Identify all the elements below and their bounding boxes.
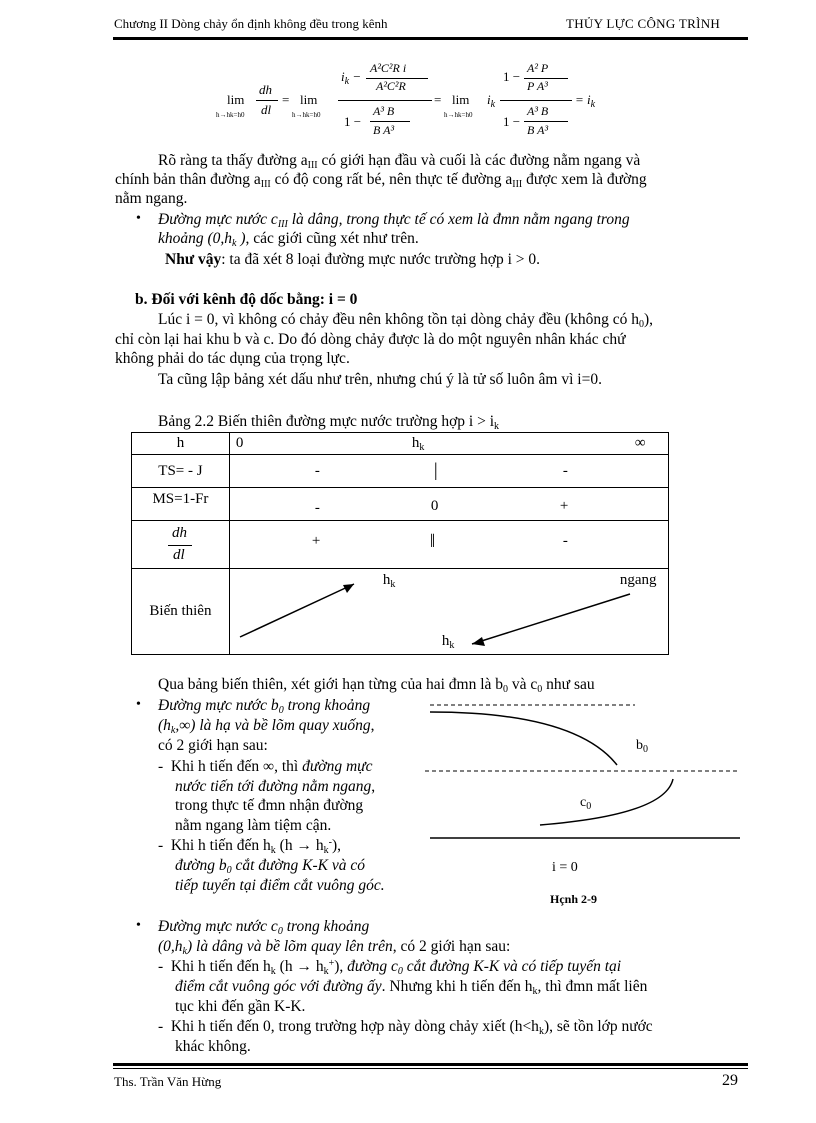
cell-h-zero: 0 xyxy=(235,435,244,451)
formula-lim: lim xyxy=(227,92,245,107)
formula-result: = $i_k$ xyxy=(575,92,596,110)
formula-equals-2: = xyxy=(434,92,442,107)
cell-ms-left: - xyxy=(314,500,320,516)
formula-main-frac-1 xyxy=(338,100,432,101)
variation-arrows xyxy=(230,569,670,655)
arrow-down-head xyxy=(472,637,485,646)
formula-lim-2: lim xyxy=(300,92,318,107)
formula-d1-den: B A³ xyxy=(373,123,395,137)
figure-label-c0: $c_0$ xyxy=(580,795,592,812)
after-table-line: Qua bảng biến thiên, xét giới hạn từng của hai đmn là $b_0$ và $c_0$ như sau xyxy=(158,676,595,695)
cell-dhdl-values xyxy=(229,521,668,569)
cell-dhdl-frac xyxy=(168,545,192,546)
cell-bt-hk-top: $h_k$ xyxy=(382,572,396,590)
c0-dash2-line2: khác không. xyxy=(175,1038,251,1055)
b0-curve xyxy=(430,712,617,765)
bullet-c3-line1: Đường mực nước $c_{III}$ là dâng, trong thực tế có xem là đmn nằm ngang trong xyxy=(158,211,630,230)
figure-label-b0: $b_0$ xyxy=(636,738,648,755)
header-book-title: THỦY LỰC CÔNG TRÌNH xyxy=(566,16,721,31)
cell-h-hk: $h_k$ xyxy=(411,435,425,453)
cell-ts-label: TS= - J xyxy=(132,455,230,488)
formula-frac-line xyxy=(256,100,278,101)
table-row-ts xyxy=(132,455,669,488)
cell-ms-values xyxy=(229,488,668,521)
formula-d2-den: B A³ xyxy=(527,123,549,137)
formula-mid-i: $i_k$ xyxy=(487,92,496,110)
section-b-line1: Lúc i = 0, vì không có chảy đều nên không tồn tại dòng chảy đều (không có $h_0$), xyxy=(158,311,654,330)
c0-curve xyxy=(540,779,673,825)
b0-line3: có 2 giới hạn sau: xyxy=(158,737,268,754)
formula-lim-3-subscript: h→hk=h0 xyxy=(444,111,473,119)
cell-bt-label: Biến thiên xyxy=(132,569,230,655)
cell-dhdl-num: dh xyxy=(172,525,187,541)
variation-table xyxy=(131,432,669,655)
b0-dash2-line2: đường $b_0$ cắt đường K-K và có xyxy=(175,857,365,876)
cell-ts-values xyxy=(229,455,668,488)
cell-ts-left: - xyxy=(314,463,320,479)
footer-rule xyxy=(113,1063,748,1066)
c0-dash1-line1: - Khi h tiến đến $h_k$ $(h \to h_k^+)$, đường $c_0$ cắt đường K-K và có tiếp tuyến tại xyxy=(158,958,622,977)
formula-n1-i: $i_k$ − xyxy=(341,69,362,87)
formula-d1-one: 1 − xyxy=(344,114,362,129)
formula-d2-num: A³ B xyxy=(527,104,549,118)
cell-ts-right: - xyxy=(562,463,568,479)
figure-label-i0: i = 0 xyxy=(552,860,578,875)
c0-dash2-line1: - Khi h tiến đến 0, trong trường hợp này dòng chảy xiết $(h<h_k)$, sẽ tồn lớp nước xyxy=(158,1018,653,1037)
cell-ms-right: + xyxy=(559,498,569,514)
b0-dash1-line2: nước tiến tới đường nằm ngang, xyxy=(175,778,376,795)
bullet-dot-c0: • xyxy=(136,918,141,933)
cell-h-infinity: ∞ xyxy=(634,435,646,451)
summary-line: Như vậy: ta đã xét 8 loại đường mực nước trường hợp i > 0. xyxy=(165,251,541,268)
formula-n1-term: A²C²R i xyxy=(370,61,407,75)
table-row-ms xyxy=(132,488,669,521)
para1-line1: Rõ ràng ta thấy đường $a_{III}$ có giới hạn đầu và cuối là các đường nằm ngang và xyxy=(158,152,641,171)
formula-equals: = xyxy=(282,92,290,107)
cell-bt-values xyxy=(229,569,668,655)
section-b-title: b. Đối với kênh độ dốc bằng: i = 0 xyxy=(135,291,358,308)
b0-dash1-line1: - Khi h tiến đến ∞, thì đường mực xyxy=(158,758,373,775)
footer-author: Ths. Trần Văn Hừng xyxy=(114,1074,222,1089)
c0-dash1-line2: điểm cắt vuông góc với đường ấy. Nhưng khi h tiến đến $h_k$, thì đmn mất liên xyxy=(175,978,648,997)
table-row-dhdl xyxy=(132,521,669,569)
footer-page-number: 29 xyxy=(722,1072,738,1089)
formula-d2-frac xyxy=(524,121,568,122)
table-caption: Bảng 2.2 Biến thiên đường mực nước trường hợp $i > i_k$ xyxy=(158,413,500,432)
formula-lim-2-subscript: h→hk=h0 xyxy=(292,111,321,119)
arrow-up-line xyxy=(240,584,354,637)
cell-h-label: h xyxy=(132,433,230,455)
header-chapter-title: Chương II Dòng chảy ổn định không đều trong kênh xyxy=(114,16,388,31)
section-b-line4: Ta cũng lập bảng xét dấu như trên, nhưng chú ý là tử số luôn âm vì i=0. xyxy=(158,371,602,388)
para1-line3: nằm ngang. xyxy=(115,190,188,207)
formula-d2-one: 1 − xyxy=(503,114,521,129)
footer-rule-thin xyxy=(113,1068,748,1069)
cell-ts-mid: | xyxy=(433,460,438,481)
cell-dhdl-right: - xyxy=(562,533,568,549)
bullet-c3-line2: khoảng ($0,h_k$ ), các giới cũng xét như trên. xyxy=(158,230,419,249)
formula-dh: dh xyxy=(259,82,272,97)
bullet-dot-b0: • xyxy=(136,697,141,712)
figure-2-9-diagram xyxy=(425,700,745,860)
c0-dash1-line3: tục khi đến gần K-K. xyxy=(175,998,306,1015)
b0-dash1-line3: trong thực tế đmn nhận đường xyxy=(175,797,364,814)
b0-dash2-line3: tiếp tuyến tại điểm cắt vuông góc. xyxy=(175,877,385,894)
cell-bt-hk-bot: $h_k$ xyxy=(441,633,455,651)
b0-line2: $(h_k,\infty)$ là hạ và bề lõm quay xuống, xyxy=(158,717,375,736)
arrow-down-line xyxy=(472,594,630,644)
section-b-line3: không phải do tác dụng của trọng lực. xyxy=(115,350,350,367)
cell-dhdl-den: dl xyxy=(173,547,185,563)
header-rule xyxy=(113,37,748,40)
b0-line1: Đường mực nước $b_0$ trong khoảng xyxy=(158,697,371,716)
cell-dhdl-mid: ‖ xyxy=(429,531,436,552)
formula-n1-den: A²C²R xyxy=(376,79,406,93)
figure-caption: Hçnh 2-9 xyxy=(550,892,598,906)
c0-line2: $(0,h_k)$ là dâng và bề lõm quay lên trên, có 2 giới hạn sau: xyxy=(158,938,511,957)
formula-d1-frac xyxy=(370,121,410,122)
c0-line1: Đường mực nước $c_0$ trong khoảng xyxy=(158,918,370,937)
formula-n2-num: A² P xyxy=(527,61,549,75)
cell-ms-label: MS=1-Fr xyxy=(132,488,230,521)
cell-h-values xyxy=(229,433,668,455)
cell-dhdl-left: + xyxy=(311,533,321,549)
bullet-dot: • xyxy=(136,211,141,226)
formula-dl: dl xyxy=(261,102,272,117)
table-row-bienthien xyxy=(132,569,669,655)
cell-bt-ngang: ngang xyxy=(619,572,657,588)
formula-main-frac-2 xyxy=(500,100,572,101)
formula-n2-den: P A³ xyxy=(527,79,548,93)
cell-dhdl-label xyxy=(132,521,230,569)
section-b-line2: chỉ còn lại hai khu b và c. Do đó dòng chảy được là do một nguyên nhân khác chứ xyxy=(115,331,626,348)
para1-line2: chính bản thân đường $a_{III}$ có độ cong rất bé, nên thực tế đường $a_{III}$ được xem là đường xyxy=(115,171,647,190)
b0-dash1-line4: nằm ngang làm tiệm cận. xyxy=(175,817,332,834)
formula-lim-3: lim xyxy=(452,92,470,107)
formula-n2-one: 1 − xyxy=(503,69,521,84)
formula-lim-subscript: h→hk=h0 xyxy=(216,111,245,119)
b0-dash2-line1: - Khi h tiến đến $h_k$ $(h \to h_k^-)$, xyxy=(158,837,341,856)
cell-ms-mid: 0 xyxy=(430,498,439,514)
table-row-h xyxy=(132,433,669,455)
formula-d1-num: A³ B xyxy=(373,104,395,118)
